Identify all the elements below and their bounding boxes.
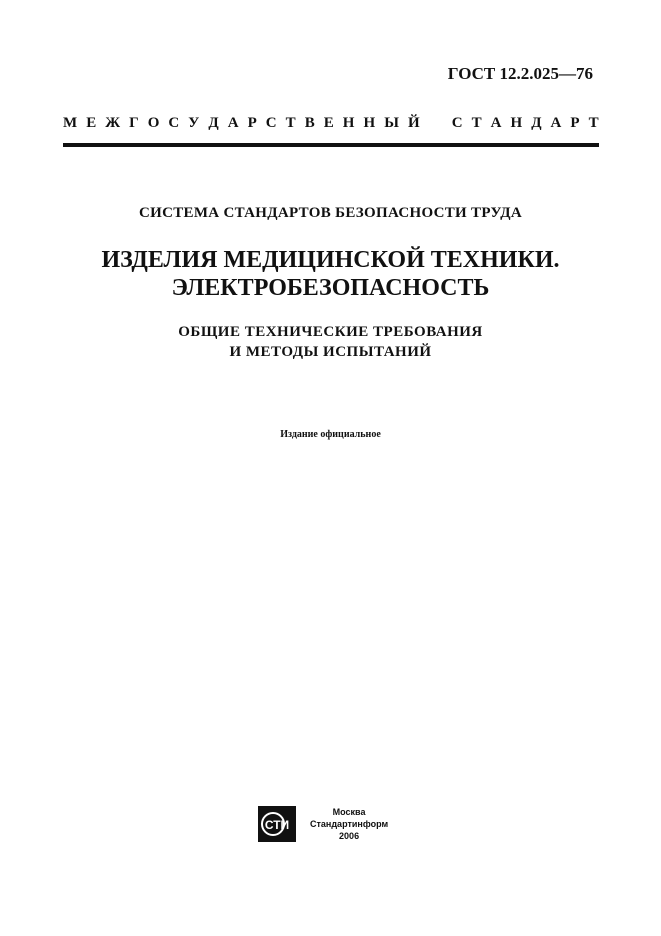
imprint-publisher: Стандартинформ (310, 819, 389, 829)
header-divider (63, 143, 599, 147)
heading-letter: У (188, 115, 200, 131)
heading-letter: Р (570, 115, 580, 131)
heading-letter: С (168, 115, 180, 131)
heading-letter: А (550, 115, 562, 131)
heading-letter: Е (86, 115, 97, 131)
title-line: ИЗДЕЛИЯ МЕДИЦИНСКОЙ ТЕХНИКИ. (101, 247, 560, 273)
heading-letter: Ы (384, 115, 399, 131)
imprint-city: Москва (332, 807, 366, 817)
standartinform-logo-icon (258, 806, 296, 842)
heading-letter: С (265, 115, 277, 131)
heading-letter: С (451, 115, 463, 131)
word-gap (429, 115, 443, 132)
heading-letter: В (304, 115, 315, 131)
heading-letter: А (227, 115, 239, 131)
heading-letter: А (490, 115, 502, 131)
system-of-standards-line: СИСТЕМА СТАНДАРТОВ БЕЗОПАСНОСТИ ТРУДА (139, 205, 522, 221)
title-line: ЭЛЕКТРОБЕЗОПАСНОСТЬ (171, 275, 490, 301)
heading-letter: Т (588, 115, 599, 131)
heading-letter: О (147, 115, 160, 131)
heading-letter: Г (129, 115, 139, 131)
heading-letter: М (63, 115, 78, 131)
heading-letter: Й (407, 115, 420, 131)
heading-letter: Т (285, 115, 296, 131)
edition-note: Издание официальное (280, 429, 381, 440)
heading-letter: Н (510, 115, 523, 131)
interstate-standard-heading (63, 115, 599, 132)
subtitle-line: ОБЩИЕ ТЕХНИЧЕСКИЕ ТРЕБОВАНИЯ (178, 324, 483, 340)
heading-letter: Ж (105, 115, 121, 131)
logo-text: СТИ (264, 818, 290, 832)
heading-letter: Т (471, 115, 482, 131)
heading-letter: Д (531, 115, 542, 131)
heading-letter: Р (247, 115, 257, 131)
heading-letter: Е (323, 115, 334, 131)
publisher-block (258, 806, 388, 842)
logo-emblem (260, 809, 294, 839)
heading-letter: Н (363, 115, 376, 131)
imprint-year: 2006 (339, 831, 360, 841)
heading-letter: Н (342, 115, 355, 131)
document-subtitle (0, 322, 661, 362)
standard-number: ГОСТ 12.2.025—76 (447, 64, 593, 83)
subtitle-line: И МЕТОДЫ ИСПЫТАНИЙ (229, 344, 432, 360)
document-title (0, 246, 661, 302)
imprint (310, 806, 388, 842)
heading-letter: Д (208, 115, 219, 131)
